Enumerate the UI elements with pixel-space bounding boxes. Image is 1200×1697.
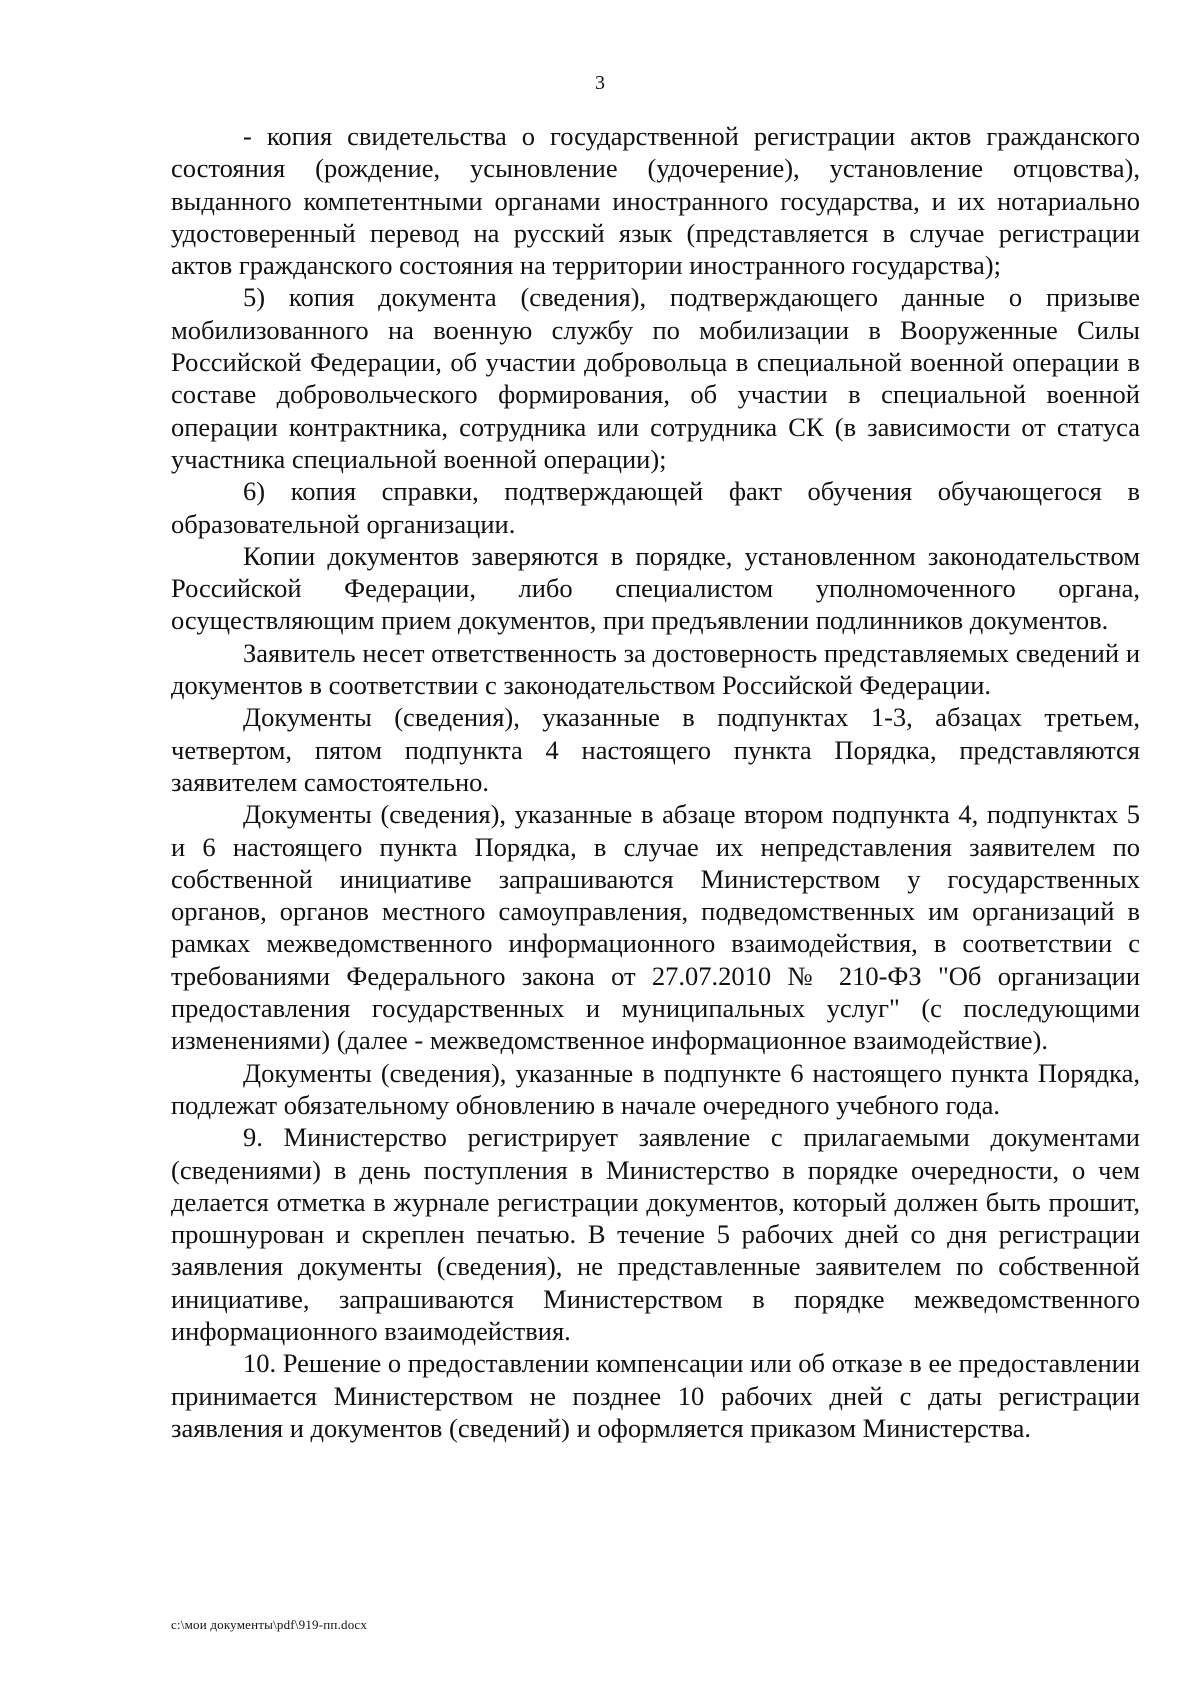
document-body <box>171 120 1140 1444</box>
paragraph-item-5: 5) копия документа (сведения), подтверждающего данные о призыве мобилизованного на военную службу по мобилизации в Вооруженные Силы Российской Федерации, об участии добровольца в специальной военной операции в составе добровольческого формирования, об участии в специальной военной операции контрактника, сотрудника или сотрудника СК (в зависимости от статуса участника специальной военной операции); <box>171 282 1140 474</box>
page-number: 3 <box>595 72 605 94</box>
paragraph-applicant-responsibility: Заявитель несет ответственность за достоверность представляемых сведений и документов в соответствии с законодательством Российской Федерации. <box>171 637 1140 701</box>
paragraph-item-6: 6) копия справки, подтверждающей факт обучения обучающегося в образовательной организации. <box>171 476 1140 539</box>
paragraph-copies-certification: Копии документов заверяются в порядке, установленном законодательством Российской Федерации, либо специалистом уполномоченного органа, осуществляющим прием документов, при предъявлении подлинников документов. <box>171 540 1140 636</box>
footer-file-path: c:\мои документы\pdf\919-пп.docx <box>171 1617 368 1632</box>
paragraph-birth-certificate-copy: - копия свидетельства о государственной регистрации актов гражданского состояния (рождение, усыновление (удочерение), установление отцовства), выданного компетентными органами иностранного государства, и их нотариально удостоверенный перевод на русский язык (представляется в случае регистрации актов гражданского состояния на территории иностранного государства); <box>171 121 1140 281</box>
paragraph-item-10: 10. Решение о предоставлении компенсации или об отказе в ее предоставлении принимается Министерством не позднее 10 рабочих дней с даты регистрации заявления и документов (сведений) и оформляется приказом Министерства. <box>171 1348 1140 1443</box>
paragraph-documents-requested: Документы (сведения), указанные в абзаце втором подпункта 4, подпунктах 5 и 6 настоящего пункта Порядка, в случае их непредставления заявителем по собственной инициативе запрашиваются Министерством у государственных органов, органов местного самоуправления, подведомственных им организаций в рамках межведомственного информационного взаимодействия, в соответствии с требованиями Федерального закона от 27.07.2010 № 210-ФЗ "Об организации предоставления государственных и муниципальных услуг" (с последующими изменениями) (далее - межведомственное информационное взаимодействие). <box>171 799 1140 1056</box>
paragraph-item-9: 9. Министерство регистрирует заявление с прилагаемыми документами (сведениями) в день поступления в Министерство в порядке очередности, о чем делается отметка в журнале регистрации документов, который должен быть прошит, прошнурован и скреплен печатью. В течение 5 рабочих дней со дня регистрации заявления документы (сведения), не представленные заявителем по собственной инициативе, запрашиваются Министерством в порядке межведомственного информационного взаимодействия. <box>171 1122 1140 1346</box>
paragraph-documents-update: Документы (сведения), указанные в подпункте 6 настоящего пункта Порядка, подлежат обязательному обновлению в начале очередного учебного года. <box>171 1057 1140 1120</box>
paragraph-documents-self-submitted: Документы (сведения), указанные в подпунктах 1-3, абзацах третьем, четвертом, пятом подпункта 4 настоящего пункта Порядка, представляются заявителем самостоятельно. <box>171 702 1140 797</box>
